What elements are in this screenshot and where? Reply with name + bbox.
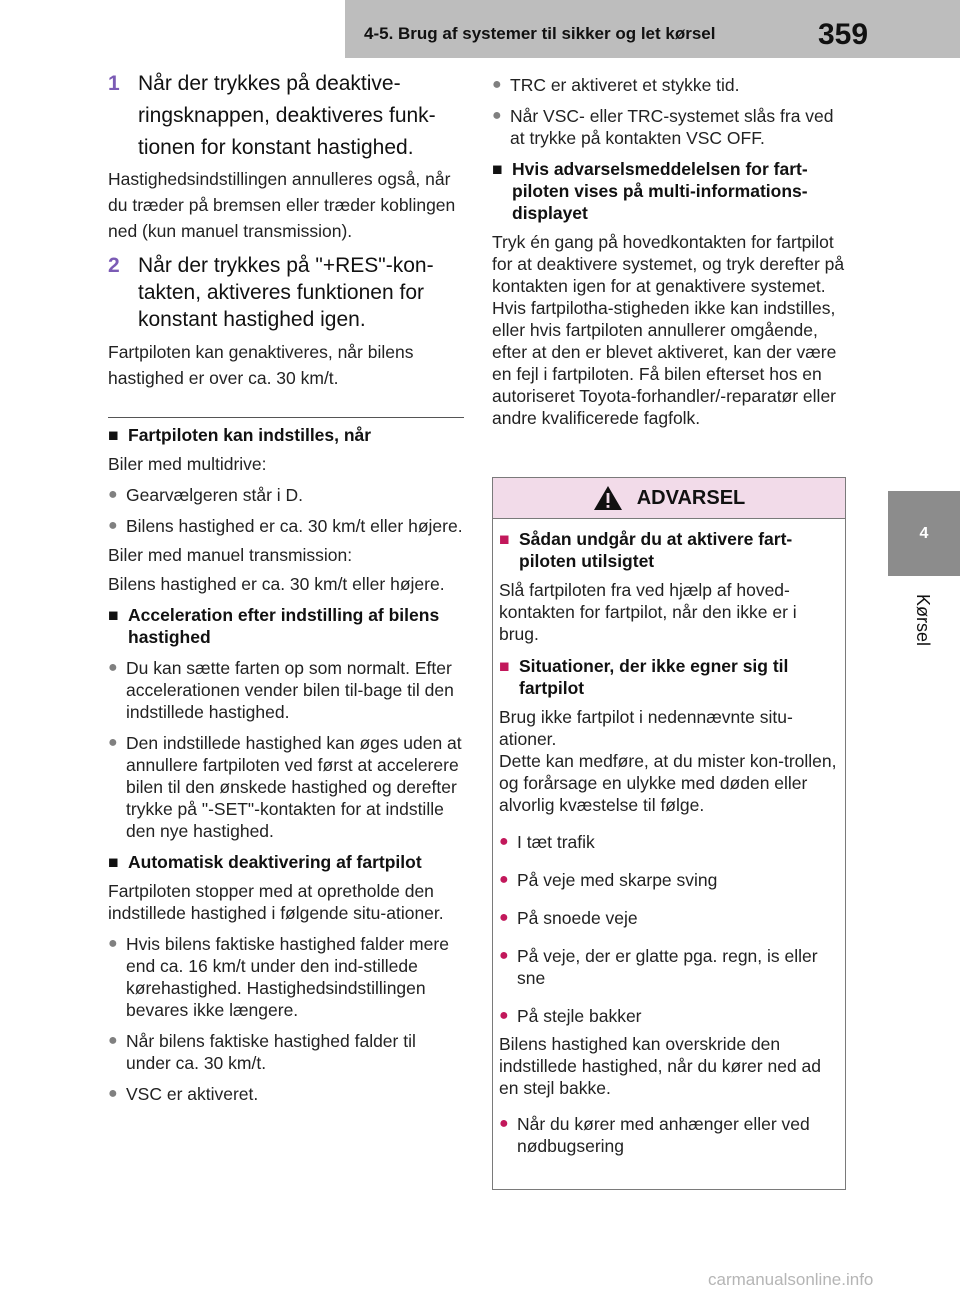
square-marker-icon: ■ [108, 852, 119, 872]
bullet-dot-icon: ● [499, 871, 509, 888]
warning-heading: ■ Situationer, der ikke egner sig til fartpilot [499, 656, 789, 698]
warning-paragraph: Brug ikke fartpilot i nedennævnte situ-ationer. [499, 707, 793, 749]
warning-bullet: ● På snoede veje [499, 908, 638, 928]
square-marker-icon: ■ [492, 159, 503, 179]
watermark: carmanualsonline.info [708, 1270, 874, 1289]
bullet-dot-icon: ● [492, 76, 502, 93]
bullet-dot-icon: ● [108, 734, 118, 751]
warning-triangle-icon [593, 485, 623, 511]
bullet-dot-icon: ● [108, 935, 118, 952]
step-number: 2 [108, 254, 120, 277]
bullet-dot-icon: ● [492, 107, 502, 124]
square-marker-icon: ■ [499, 529, 510, 549]
warning-paragraph: Slå fartpiloten fra ved hjælp af hoved-kontakten for fartpilot, når den ikke er i brug. [499, 580, 797, 644]
bullet-item: ● Du kan sætte farten op som normalt. Efter accelerationen vender bilen til-bage til den indstillede hastighed. [108, 658, 454, 722]
step-number: 1 [108, 72, 120, 95]
bullet-item: ● Bilens hastighed er ca. 30 km/t eller højere. [108, 516, 463, 536]
bullet-dot-icon: ● [108, 517, 118, 534]
section-heading: ■ Automatisk deaktivering af fartpilot [108, 852, 422, 872]
bullet-dot-icon: ● [499, 947, 509, 964]
chapter-tab[interactable]: 4 [888, 491, 960, 576]
warning-paragraph: Bilens hastighed kan overskride den indstillede hastighed, når du kører ned ad en stejl bakke. [499, 1034, 822, 1098]
right-column [492, 74, 846, 429]
warning-bullet: ● I tæt trafik [499, 832, 595, 852]
square-marker-icon: ■ [108, 605, 119, 625]
paragraph: Tryk én gang på hovedkontakten for fartpilot for at deaktivere systemet, og tryk derefter på kontakten igen for at genaktivere systemet. Hvis fartpilotha-stigheden ikke kan indstilles, eller hvis fartpiloten annullerer omgående, efter at den er blevet aktiveret, kan der være en fejl i fartpiloten. Få bilen efterset hos en autoriseret Toyota-forhandler/-reparatør eller andre kvalificerede fagfolk. [492, 232, 845, 428]
divider [108, 417, 464, 418]
section-heading: ■ Fartpiloten kan indstilles, når [108, 425, 372, 445]
bullet-dot-icon: ● [108, 1032, 118, 1049]
warning-box [492, 477, 846, 1190]
left-column [108, 68, 464, 1105]
warning-bullet: ● På veje, der er glatte pga. regn, is eller sne [499, 946, 818, 988]
step-2 [108, 252, 464, 333]
bullet-dot-icon: ● [499, 1007, 509, 1024]
bullet-item: ● Gearvælgeren står i D. [108, 485, 304, 505]
warning-bullet: ● Når du kører med anhænger eller ved nødbugsering [499, 1114, 810, 1156]
section-heading: ■ Hvis advarselsmeddelelsen for fart-piloten vises på multi-informations-displayet [492, 159, 808, 223]
step-text: Når der trykkes på deaktive-ringsknappen, deaktiveres funk-tionen for konstant hastighed. [138, 72, 436, 159]
square-marker-icon: ■ [499, 656, 510, 676]
bullet-dot-icon: ● [108, 486, 118, 503]
section-title: 4-5. Brug af systemer til sikker og let kørsel [364, 24, 716, 43]
section-heading: ■ Acceleration efter indstilling af bilens hastighed [108, 605, 440, 647]
paragraph: Fartpiloten stopper med at opretholde den indstillede hastighed i følgende situ-ationer. [108, 881, 444, 923]
warning-body [493, 528, 845, 1157]
bullet-dot-icon: ● [108, 659, 118, 676]
bullet-dot-icon: ● [499, 1115, 509, 1132]
bullet-item: ● Når VSC- eller TRC-systemet slås fra ved at trykke på kontakten VSC OFF. [492, 106, 834, 148]
step-1 [108, 68, 464, 164]
bullet-dot-icon: ● [499, 833, 509, 850]
warning-paragraph: Dette kan medføre, at du mister kon-trollen, og forårsage en ulykke med døden eller alvorlig kvæstelse til følge. [499, 751, 837, 815]
bullet-item: ● TRC er aktiveret et stykke tid. [492, 75, 740, 95]
warning-bullet: ● På veje med skarpe sving [499, 870, 718, 890]
paragraph: Bilens hastighed er ca. 30 km/t eller højere. [108, 574, 445, 594]
warning-title: ADVARSEL [636, 486, 746, 509]
bullet-item: ● VSC er aktiveret. [108, 1084, 259, 1104]
bullet-dot-icon: ● [108, 1085, 118, 1102]
bullet-item: ● Den indstillede hastighed kan øges uden at annullere fartpiloten ved først at accelerere bilen til den ønskede hastighed og derefter trykke på "-SET"-kontakten for at indstille den nye hastighed. [108, 733, 462, 841]
step-text: Når der trykkes på "+RES"-kon-takten, aktiveres funktionen for konstant hastighed igen. [138, 254, 434, 331]
step-1-note: Hastighedsindstillingen annulleres også, når du træder på bremsen eller træder koblingen ned (kun manuel transmission). [108, 169, 456, 241]
warning-heading: ■ Sådan undgår du at aktivere fart-piloten utilsigtet [499, 529, 793, 571]
warning-header [493, 478, 845, 519]
page-number: 359 [818, 18, 869, 51]
step-2-note: Fartpiloten kan genaktiveres, når bilens hastighed er over ca. 30 km/t. [108, 342, 414, 388]
header-blank [0, 0, 345, 58]
bullet-item: ● Når bilens faktiske hastighed falder til under ca. 30 km/t. [108, 1031, 416, 1073]
square-marker-icon: ■ [108, 425, 119, 445]
bullet-dot-icon: ● [499, 909, 509, 926]
paragraph: Biler med manuel transmission: [108, 545, 353, 565]
paragraph: Biler med multidrive: [108, 454, 267, 474]
chapter-label: Kørsel [913, 594, 933, 647]
warning-bullet: ● På stejle bakker [499, 1006, 642, 1026]
bullet-item: ● Hvis bilens faktiske hastighed falder mere end ca. 16 km/t under den ind-stillede kørehastighed. Hastighedsindstillingen bevares ikke længere. [108, 934, 449, 1020]
